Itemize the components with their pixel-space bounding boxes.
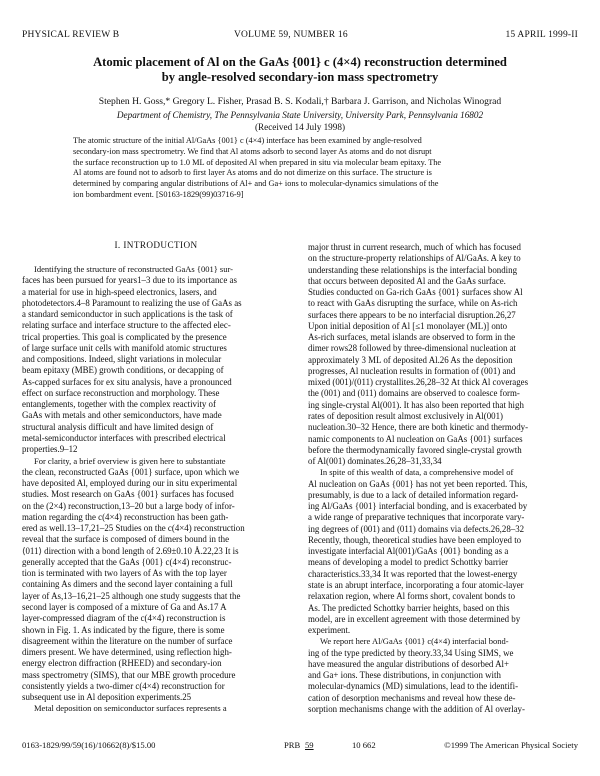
journal-volume: 59: [305, 740, 314, 750]
text-line: of Al(001) dominates.26,28–31,33,34: [308, 456, 442, 467]
text-line: layer-compressed diagram of the c(4×4) reconstruction is: [22, 613, 226, 624]
text-line: investigate interfacial Al(001)/GaAs {001} bonding as a: [308, 546, 509, 557]
volume-number: VOLUME 59, NUMBER 16: [234, 30, 348, 40]
text-line: second layer is composed of a mixture of Ga and As.17 A: [22, 601, 227, 612]
journal-name: PHYSICAL REVIEW B: [22, 30, 120, 40]
publication-code: 0163-1829/99/59(16)/10662(8)/$15.00: [22, 740, 156, 750]
text-line: a wide range of preparative techniques that incorporate vary-: [308, 512, 525, 523]
text-line: that occurs between deposited Al and the GaAs surface.: [308, 275, 506, 286]
text-line: before the thermodynamically favored single-crystal growth: [308, 444, 522, 455]
text-line: tion is terminated with two layers of As with the top layer: [22, 568, 227, 579]
text-line: the (001) and (011) domains are observed to coalesce form-: [308, 388, 520, 399]
text-line: surfaces there appears to be no interfacial disruption.26,27: [308, 309, 516, 320]
text-line: As. The predicted Schottky barrier heights, based on this: [308, 602, 510, 613]
copyright: ©1999 The American Physical Society: [444, 740, 578, 750]
text-line: shown in Fig. 1. As indicated by the figure, there is some: [22, 624, 225, 635]
text-line: photodetectors.4–8 Paramount to realizing the use of GaAs as: [22, 297, 242, 308]
affiliation: Department of Chemistry, The Pennsylvania State University, University Park, Pennsylvania 16802: [116, 110, 484, 120]
text-line: secondary-ion mass spectrometry. We find that Al atoms adsorb to second layer As atoms and do not disrupt: [73, 146, 432, 156]
text-line: Al nucleation on GaAs {001} has not yet been reported. This,: [308, 478, 528, 489]
text-line: mation regarding the c(4×4) reconstruction has been gath-: [22, 511, 229, 522]
text-line: energy electron diffraction (RHEED) and secondary-ion: [22, 658, 222, 669]
text-line: Recently, though, theoretical studies have been employed to: [308, 534, 522, 545]
section-heading: I. INTRODUCTION: [114, 240, 198, 250]
text-line: faces has been pursued for years1–3 due to its importance as: [22, 275, 237, 286]
text-line: ⟨011⟩ direction with a bond length of 2.69±0.10 Å.22,23 It is: [22, 545, 239, 556]
title-line: Atomic placement of Al on the GaAs {001} c (4×4) reconstruction determined: [93, 55, 507, 69]
text-line: relaxation region, where Al forms short, covalent bonds to: [308, 591, 516, 602]
text-line: ing of the type predicted by theory.33,34 Using SIMS, we: [308, 647, 514, 658]
text-line: For clarity, a brief overview is given here to substantiate: [34, 455, 226, 466]
text-line: molecular-dynamics (MD) simulations, lead to the identifi-: [308, 681, 519, 692]
text-line: the clean, reconstructed GaAs {001} surface, upon which we: [22, 466, 240, 477]
text-line: major thrust in current research, much of which has focused: [308, 242, 521, 252]
page-footer: [22, 740, 578, 752]
text-line: characteristics.33,34 It was reported that the lowest-energy: [308, 568, 518, 579]
text-line: ing single-crystal Al(001). It has also been reported that high: [308, 399, 524, 410]
text-line: generally accepted that the GaAs {001} c(4×4) reconstruc-: [22, 556, 232, 567]
text-line: GaAs with metals and other semiconductors, have made: [22, 410, 222, 421]
text-line: have deposited Al, employed during our in situ experimental: [22, 478, 238, 489]
text-line: have measured the angular distributions of desorbed Al+: [308, 658, 509, 669]
text-line: layer of As,13–16,21–25 although one study suggests that the: [22, 590, 241, 601]
text-line: The atomic structure of the initial Al/GaAs {001} c (4×4) interface has been examined by angle-resolved: [73, 136, 422, 145]
text-line: understanding these relationships is the interfacial bonding: [308, 264, 518, 275]
text-line: entanglements, together with the complex reactivity of: [22, 399, 216, 410]
text-line: ion bombardment event. [S0163-1829(99)03716-9]: [73, 189, 244, 199]
text-line: disagreement within the literature on the number of surface: [22, 635, 233, 646]
text-line: namic components to Al nucleation on GaAs {001} surfaces: [308, 433, 523, 444]
right-column: [308, 242, 578, 715]
title-line: by angle-resolved secondary-ion mass spectrometry: [161, 70, 439, 84]
text-line: reveal that the surface is composed of dimers bound in the: [22, 534, 230, 545]
text-line: rates of deposition result almost exclusively in Al(001): [308, 410, 503, 421]
text-line: containing As dimers and the second layer containing a full: [22, 579, 233, 590]
text-line: a standard semiconductor in such applications is the task of: [22, 309, 233, 320]
text-line: beam epitaxy (MBE) growth conditions, or decapping of: [22, 365, 224, 376]
text-line: ing degrees of (001) and (011) domains via defects.26,28–32: [308, 523, 525, 534]
text-line: consistently yields a two-dimer c(4×4) reconstruction for: [22, 680, 225, 691]
text-line: properties.9–12: [22, 444, 78, 455]
text-line: means of developing a model to predict Schottky barrier: [308, 557, 509, 568]
text-line: dimers present. We have determined, using reflection high-: [22, 647, 232, 658]
text-line: mass spectrometry (SIMS), that our MBE growth procedure: [22, 669, 236, 680]
paper-title: [40, 55, 560, 85]
received-date: (Received 14 July 1998): [254, 122, 346, 132]
author-list: Stephen H. Goss,* Gregory L. Fisher, Prasad B. S. Kodali,† Barbara J. Garrison, and Nicholas Winograd: [98, 96, 502, 107]
issue-date: 15 APRIL 1999-II: [505, 30, 578, 40]
text-line: In spite of this wealth of data, a comprehensive model of: [320, 467, 514, 478]
text-line: We report here Al/GaAs {001} c(4×4) interfacial bond-: [320, 636, 509, 647]
text-line: subsequent use in Al deposition experiments.25: [22, 692, 192, 703]
journal-abbrev: PRB: [284, 740, 301, 750]
text-line: to react with GaAs disrupting the surface, while on As-rich: [308, 298, 518, 309]
page-number: 10 662: [352, 740, 376, 750]
text-line: structural analysis difficult and have limited design of: [22, 421, 214, 432]
text-line: cation of desorption mechanisms and reveal how these de-: [308, 692, 516, 703]
text-line: a material for use in high-speed electronics, lasers, and: [22, 286, 217, 297]
text-line: Upon initial deposition of Al [≤1 monolayer (ML)] onto: [308, 320, 508, 331]
text-line: studies. Most research on GaAs {001} surfaces has focused: [22, 489, 234, 500]
text-line: As-capped surfaces for ex situ analysis, have a pronounced: [22, 376, 232, 387]
text-line: ing Al/GaAs {001} interfacial bonding, and is exacerbated by: [308, 501, 528, 512]
text-line: progresses, Al nucleation results in formation of (001) and: [308, 365, 516, 376]
text-line: state is an abrupt interface, incorporating a four atomic-layer: [308, 579, 524, 590]
text-line: relating surface and interface structure to the affected elec-: [22, 320, 231, 331]
text-line: nucleation.30–32 Hence, there are both kinetic and thermody-: [308, 422, 529, 433]
text-line: Identifying the structure of reconstructed GaAs {001} sur-: [34, 264, 233, 274]
text-line: Al atoms are found not to adsorb to first layer As atoms and do not dimerize on this surface. The structure is: [73, 168, 432, 178]
text-line: and compositions. Indeed, slight variations in molecular: [22, 354, 222, 365]
abstract: [73, 136, 528, 201]
text-line: on the structure-property relationships of Al/GaAs. A key to: [308, 253, 521, 264]
left-column: [22, 264, 292, 715]
text-line: effect on surface reconstruction and morphology. These: [22, 387, 220, 398]
text-line: and Ga+ ions. These distributions, in conjunction with: [308, 670, 501, 681]
text-line: model, are in excellent agreement with those determined by: [308, 613, 521, 624]
text-line: of large surface unit cells with manifold atomic structures: [22, 342, 227, 353]
text-line: sorption mechanisms change with the addition of Al overlay-: [308, 703, 525, 714]
text-line: determined by comparing angular distributions of Al+ and Ga+ ions to molecular-dynamics simulations of the: [73, 179, 439, 189]
text-line: on the (2×4) reconstruction,13–20 but a large body of infor-: [22, 500, 235, 511]
text-line: As-rich surfaces, metal islands are observed to form in the: [308, 332, 516, 343]
text-line: dimer rows28 followed by three-dimensional nucleation at: [308, 343, 517, 354]
running-header: [22, 30, 578, 42]
text-line: ered as well.13–17,21–25 Studies on the c(4×4) reconstruction: [22, 523, 245, 534]
text-line: metal-semiconductor interfaces with prescribed electrical: [22, 432, 226, 443]
text-line: experiment.: [308, 625, 351, 636]
text-line: Studies conducted on Ga-rich GaAs {001} surfaces show Al: [308, 287, 523, 298]
text-line: Metal deposition on semiconductor surfaces represents a: [34, 703, 227, 714]
text-line: presumably, is due to a lack of detailed information regard-: [308, 489, 519, 500]
text-line: approximately 3 ML of deposited Al.26 As the deposition: [308, 354, 513, 365]
text-line: mixed (001)/(011) crystallites.26,28–32 At thick Al coverages: [308, 377, 529, 388]
text-line: trical properties. This goal is complicated by the presence: [22, 331, 227, 342]
text-line: the surface reconstruction up to 1.0 ML of deposited Al when prepared in situ via molecular beam epitaxy. The: [73, 157, 442, 167]
